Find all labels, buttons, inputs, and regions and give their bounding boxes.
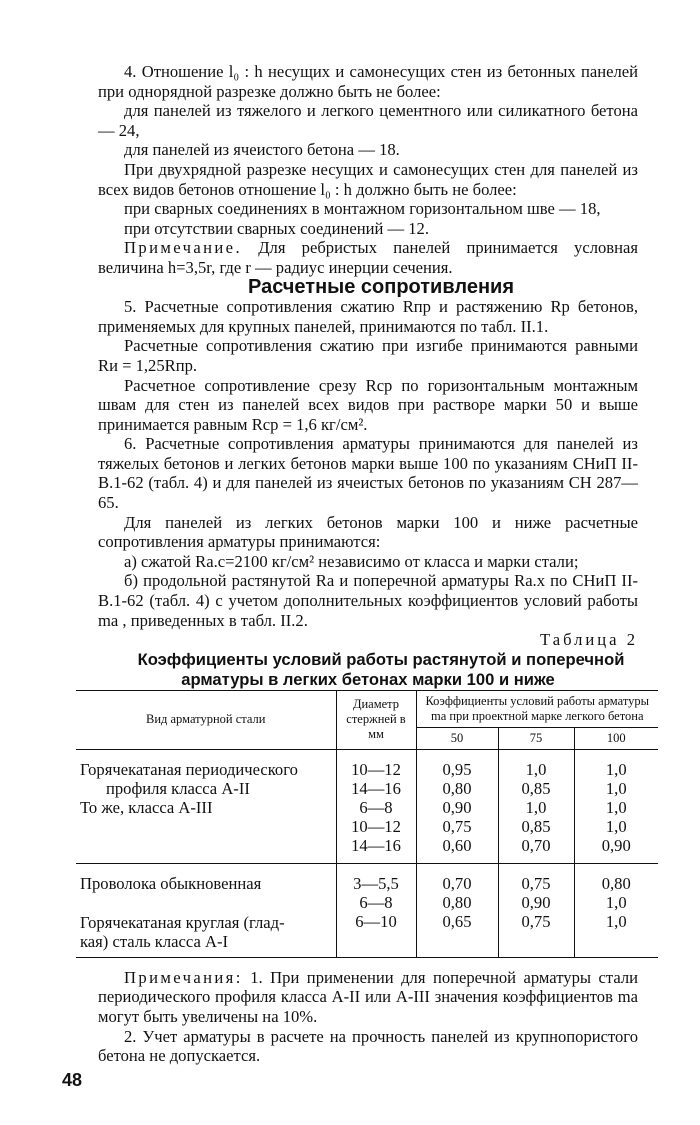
header-steel-type: Вид арматурной стали [76,690,336,749]
value: 0,90 [521,892,551,912]
para4-line2: для панелей из тяжелого и легкого цементного или силикатного бетона — 24, [98,101,638,140]
para5-line1: 5. Расчетные сопротивления сжатию Rпр и растяжению Rр бетонов, применяемых для крупных панелей, принимаются по табл. II.1. [98,297,638,336]
value: 6—10 [355,911,397,931]
coef-75-cell [498,749,574,863]
value: 0,90 [601,835,631,855]
value: 10—12 [351,816,401,836]
value: 0,85 [521,778,551,798]
para5-line3: Расчетное сопротивление срезу Rср по горизонтальным монтажным швам для стен из панелей всех видов при растворе марки 50 и выше принимается равным Rср = 1,6 кг/см². [98,375,638,434]
value: 1,0 [605,816,627,836]
para4-line1: 4. Отношение l₀ : h несущих и самонесущих стен из бетонных панелей при однорядной разрезке должно быть не более: [98,62,638,101]
note-word: Примечание. [124,238,242,258]
coef-100-cell [574,863,658,957]
value: 1,0 [605,797,627,817]
value: 10—12 [351,759,401,779]
para4-line3: для панелей из ячеистого бетона — 18. [124,140,400,160]
coef-75-cell [498,863,574,957]
para6-line2: Для панелей из легких бетонов марки 100 и ниже расчетные сопротивления арматуры принимаются: [98,512,638,552]
para4-line4: При двухрядной разрезке несущих и самонесущих стен для панелей из всех видов бетонов отношение l₀ : h должно быть не более: [98,159,638,199]
value: 0,75 [442,816,472,836]
value: 0,85 [521,816,551,836]
value: 0,90 [442,797,472,817]
steel-type-line: кая) сталь класса А-I [80,931,228,951]
coef-50-cell [416,749,498,863]
para4-note [98,238,638,277]
value: 0,75 [521,911,551,931]
table-title-line1: Коэффициенты условий работы растянутой и поперечной [137,649,625,669]
steel-type-line: То же, класса А-III [80,797,213,817]
header-coefficients: Коэффициенты условий работы арматуры mа при проектной марке легкого бетона [416,690,658,727]
value: 0,70 [442,873,472,893]
diameter-cell [336,863,416,957]
steel-type-cell [76,749,336,863]
para4-line6: при отсутствии сварных соединений — 12. [124,218,429,238]
header-grade-100: 100 [574,727,658,749]
steel-type-line: Проволока обыкновенная [80,873,262,893]
coef-50-cell [416,863,498,957]
value: 6—8 [359,797,393,817]
note-1-text: 1. При применении для поперечной арматуры стали периодического профиля класса А-II или А-III значения коэффициентов mа могут быть увеличены на 10%. [98,967,638,1026]
value: 0,60 [442,835,472,855]
value: 0,75 [521,873,551,893]
table-label: Таблица 2 [540,630,638,650]
value: 1,0 [605,778,627,798]
para4-line5: при сварных соединениях в монтажном горизонтальном шве — 18, [124,199,601,219]
value: 0,80 [442,892,472,912]
value: 14—16 [351,835,401,855]
note-text: Для ребристых панелей принимается условная величина h=3,5r, где r — радиус инерции сечения. [98,238,638,277]
value: 0,95 [442,759,472,779]
steel-type-line: Горячекатаная круглая (глад- [80,912,285,932]
section-title: Расчетные сопротивления [248,275,514,298]
diameter-cell [336,749,416,863]
value: 14—16 [351,778,401,798]
page-text [80,62,650,1066]
table-row [76,863,658,957]
notes-1 [98,968,638,1027]
value: 1,0 [605,911,627,931]
table-title [98,650,638,690]
value: 1,0 [525,797,547,817]
value: 0,65 [442,911,472,931]
steel-type-line: Горячекатаная периодического [80,759,298,779]
para6-line3: а) сжатой Rа.с=2100 кг/см² независимо от класса и марки стали; [124,551,579,571]
value: 1,0 [525,759,547,779]
value: 3—5,5 [353,873,399,893]
coef-100-cell [574,749,658,863]
steel-type-cell [76,863,336,957]
value: 0,80 [442,778,472,798]
value: 6—8 [359,892,393,912]
coefficients-table [76,690,658,958]
value: 1,0 [605,892,627,912]
header-grade-50: 50 [416,727,498,749]
para5-line2: Расчетные сопротивления сжатию при изгибе принимаются равными Rи = 1,25Rпр. [98,336,638,375]
value: 1,0 [605,759,627,779]
table-title-line2: арматуры в легких бетонах марки 100 и ниже [181,669,555,689]
steel-type-line: профиля класса А-II [106,778,250,798]
page-number: 48 [62,1070,83,1090]
value: 0,80 [601,873,631,893]
table-row [76,749,658,863]
header-diameter: Диаметр стержней в мм [336,690,416,749]
notes-2: 2. Учет арматуры в расчете на прочность панелей из крупнопористого бетона не допускается. [98,1026,638,1066]
notes-word: Примечания: [124,967,243,987]
para6-line4: б) продольной растянутой Rа и поперечной арматуры Rа.х по СНиП II-В.1-62 (табл. 4) с учетом дополнительных коэффициентов условий работы mа , приведенных в табл. II.2. [98,571,638,630]
header-grade-75: 75 [498,727,574,749]
value: 0,70 [521,835,551,855]
para6-line1: 6. Расчетные сопротивления арматуры принимаются для панелей из тяжелых бетонов и легких бетонов марки выше 100 по указаниям СНиП II-В.1-62 (табл. 4) и для панелей из ячеистых бетонов по указаниям СН 287—65. [98,434,638,513]
